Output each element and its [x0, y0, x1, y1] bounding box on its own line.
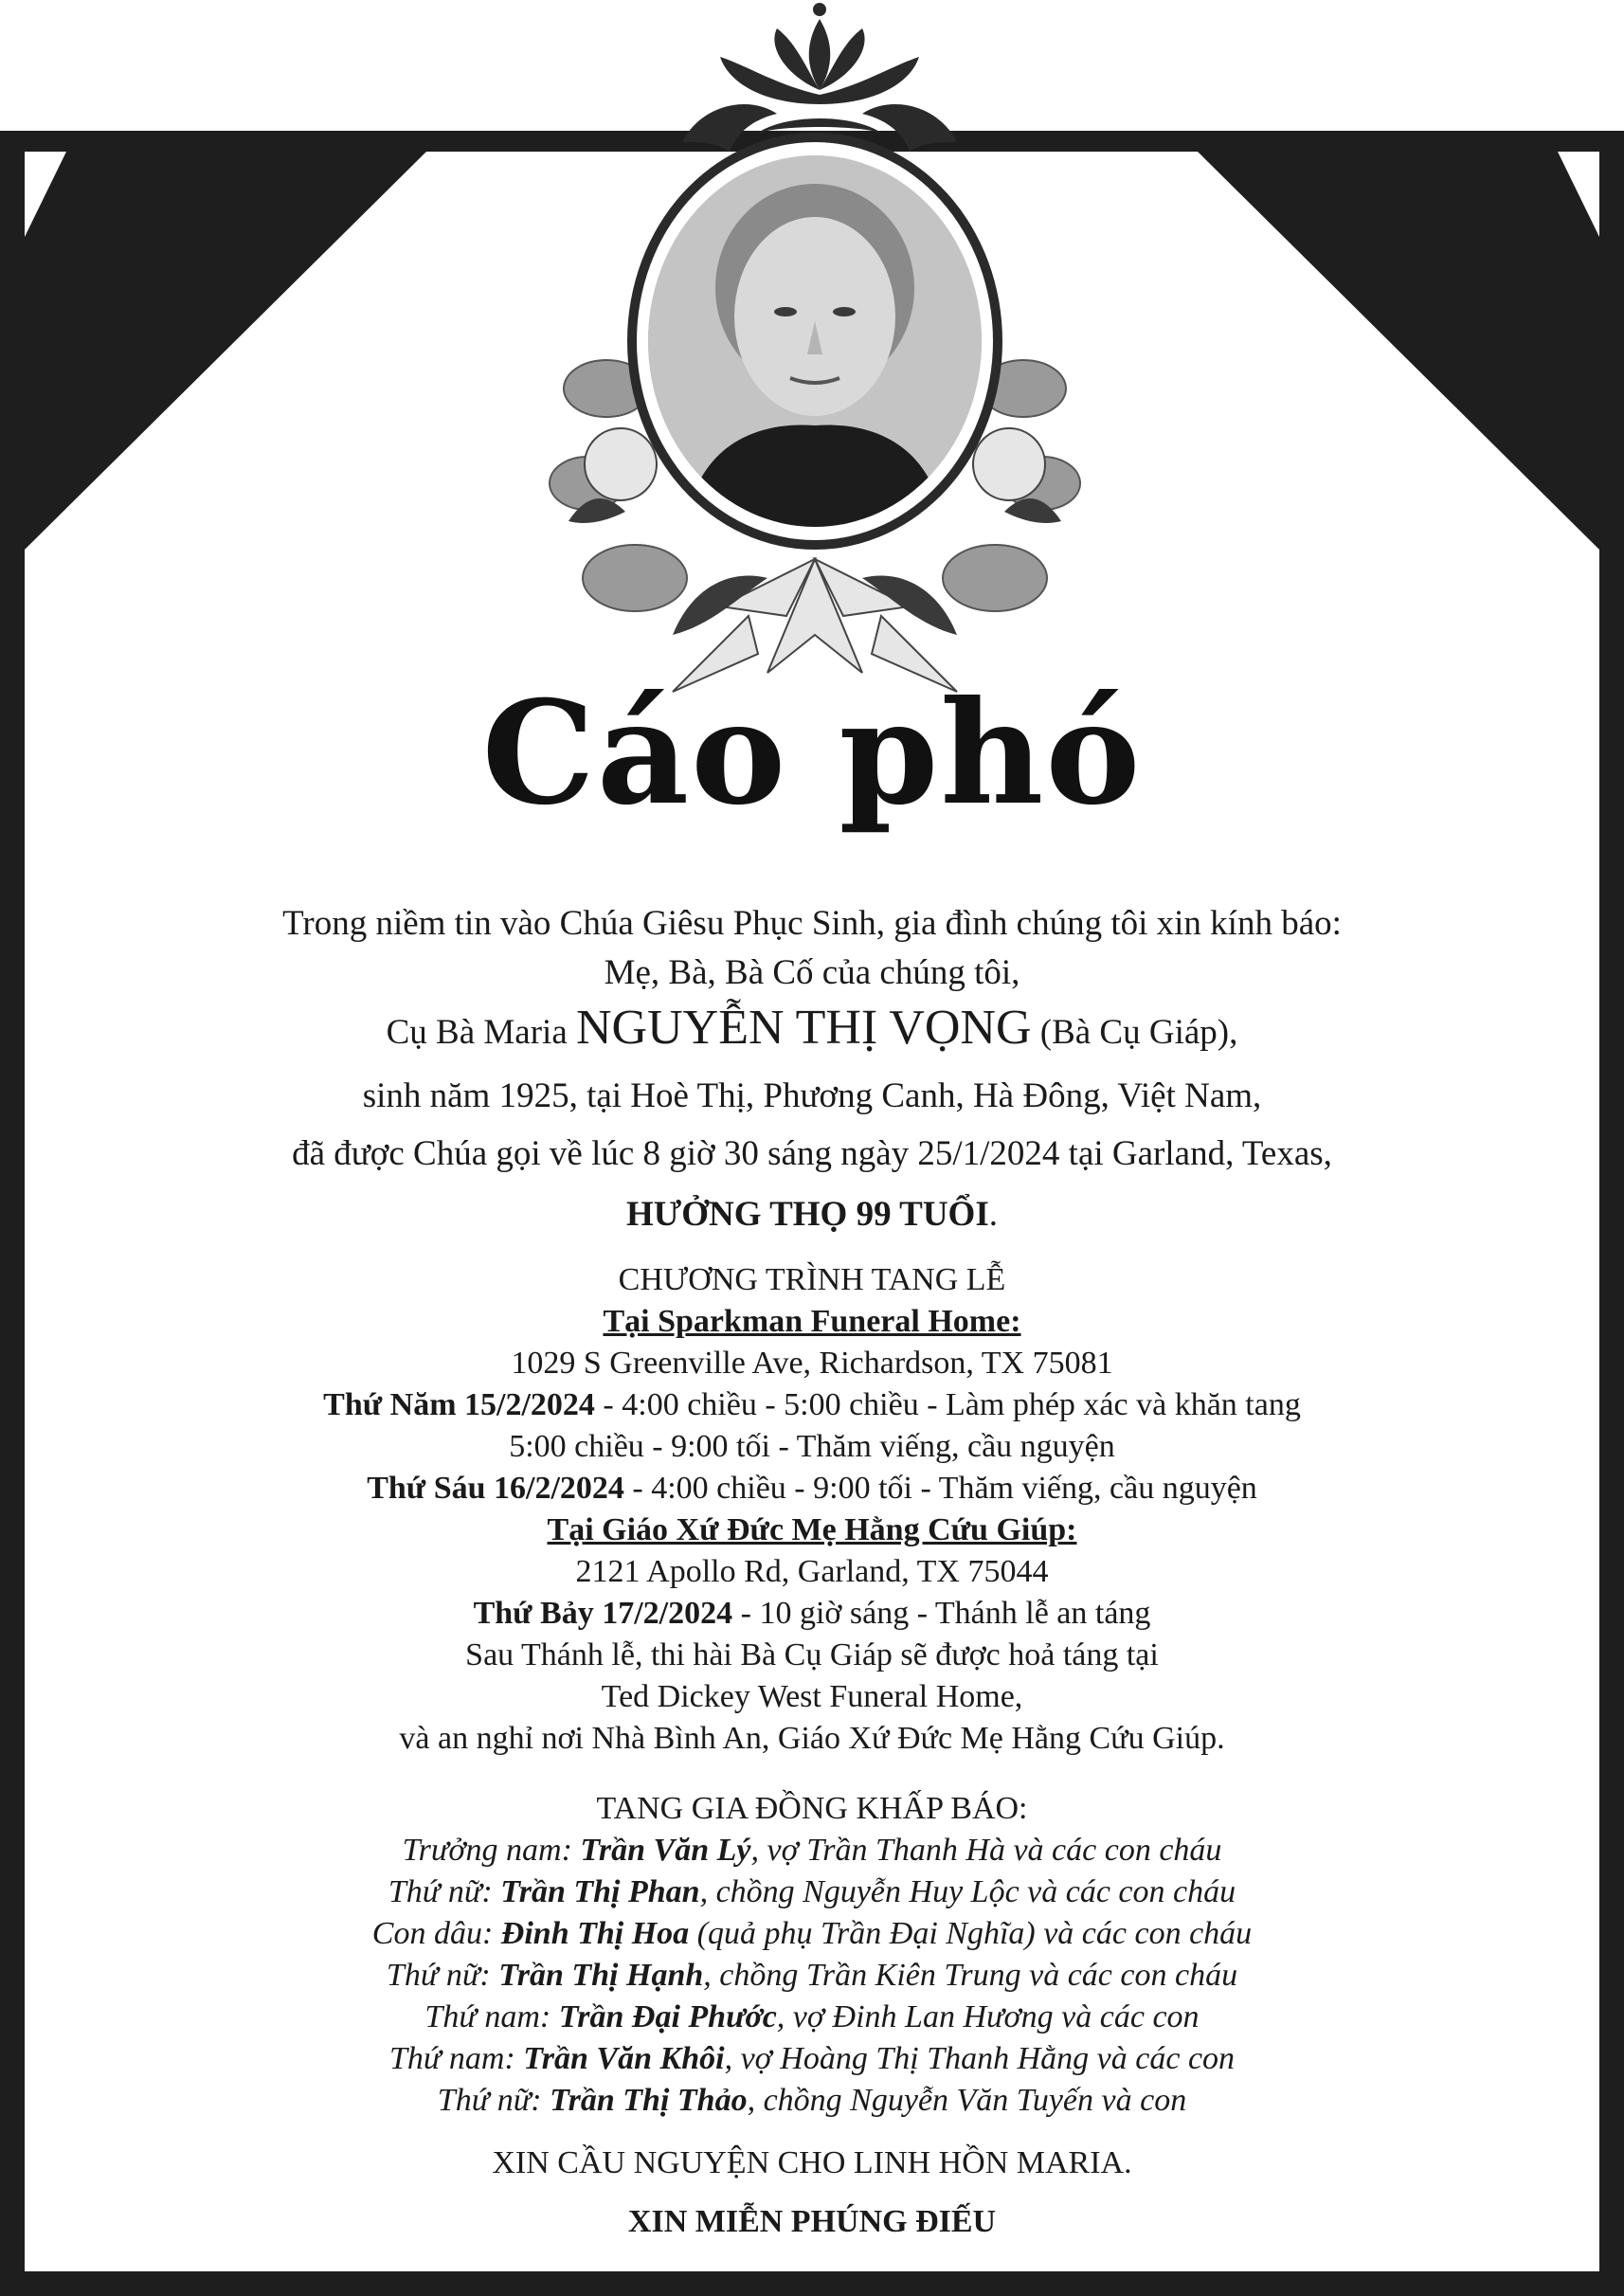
- member-role: Thứ nam:: [424, 1999, 559, 2034]
- member-role: Con dâu:: [371, 1916, 501, 1951]
- death-info: đã được Chúa gọi về lúc 8 giờ 30 sáng ngày 25/1/2024 tại Garland, Texas,: [292, 1134, 1332, 1173]
- address-1: 1029 S Greenville Ave, Richardson, TX 75081: [511, 1346, 1113, 1381]
- age-period: .: [988, 1195, 998, 1234]
- member-role: Thứ nữ:: [437, 2083, 550, 2118]
- member-detail: (quả phụ Trần Đại Nghĩa) và các con cháu: [689, 1916, 1253, 1951]
- intro-line: Trong niềm tin vào Chúa Giêsu Phục Sinh, gia đình chúng tôi xin kính báo:: [282, 904, 1342, 943]
- family-member: [0, 1833, 1624, 1869]
- event-2-day: Thứ Sáu 16/2/2024: [367, 1471, 624, 1506]
- member-name: Trần Văn Khôi: [523, 2041, 725, 2076]
- member-role: Thứ nữ:: [388, 1874, 501, 1909]
- right-corner-ribbon: [1198, 152, 1599, 550]
- event-2-text: - 4:00 chiều - 9:00 tối - Thăm viếng, cầu nguyện: [623, 1471, 1257, 1506]
- left-corner-ribbon: [25, 152, 426, 550]
- member-name: Trần Văn Lý: [580, 1833, 751, 1868]
- family-heading: TANG GIA ĐỒNG KHẤP BÁO:: [596, 1791, 1028, 1826]
- family-member: [0, 2083, 1624, 2119]
- portrait-photo: [648, 155, 982, 527]
- birth-info: sinh năm 1925, tại Hoè Thị, Phương Canh, Hà Đông, Việt Nam,: [362, 1076, 1262, 1115]
- member-detail: , chồng Nguyễn Văn Tuyến và con: [747, 2083, 1187, 2118]
- after-mass-1: Sau Thánh lễ, thi hài Bà Cụ Giáp sẽ được hoả táng tại: [465, 1637, 1159, 1672]
- event-1-day: Thứ Năm 15/2/2024: [323, 1387, 595, 1422]
- portrait-person-icon: [648, 155, 982, 527]
- member-name: Đinh Thị Hoa: [500, 1916, 690, 1951]
- family-member: [0, 1874, 1624, 1910]
- family-member: [0, 2041, 1624, 2077]
- program-heading: CHƯƠNG TRÌNH TANG LỄ: [618, 1262, 1006, 1297]
- family-member: [0, 1999, 1624, 2035]
- frame-bottom-band: [0, 2271, 1624, 2296]
- after-mass-3: và an nghỉ nơi Nhà Bình An, Giáo Xứ Đức Mẹ Hằng Cứu Giúp.: [399, 1721, 1225, 1756]
- address-2: 2121 Apollo Rd, Garland, TX 75044: [575, 1554, 1049, 1589]
- no-flowers-note: XIN MIỄN PHÚNG ĐIẾU: [627, 2204, 997, 2239]
- member-name: Trần Thị Hạnh: [498, 1958, 704, 1993]
- member-name: Trần Thị Thảo: [550, 2083, 748, 2118]
- member-detail: , chồng Nguyễn Huy Lộc và các con cháu: [699, 1874, 1236, 1909]
- after-mass-2: Ted Dickey West Funeral Home,: [601, 1679, 1023, 1714]
- event-2: [0, 1471, 1624, 1507]
- name-suffix: (Bà Cụ Giáp),: [1031, 1013, 1238, 1052]
- member-detail: , vợ Đinh Lan Hương và các con: [776, 1999, 1200, 2034]
- member-detail: , chồng Trần Kiên Trung và các con cháu: [703, 1958, 1238, 1993]
- event-1-text: - 4:00 chiều - 5:00 chiều - Làm phép xác và khăn tang: [594, 1387, 1301, 1422]
- event-1b: 5:00 chiều - 9:00 tối - Thăm viếng, cầu nguyện: [509, 1429, 1115, 1464]
- event-3-day: Thứ Bảy 17/2/2024: [473, 1596, 733, 1631]
- prayer-request: XIN CẦU NGUYỆN CHO LINH HỒN MARIA.: [492, 2145, 1132, 2180]
- age-line: [0, 1194, 1624, 1235]
- venue-1: Tại Sparkman Funeral Home:: [603, 1304, 1021, 1339]
- deceased-name: NGUYỄN THỊ VỌNG: [576, 1001, 1032, 1055]
- intro-relation: Mẹ, Bà, Bà Cố của chúng tôi,: [604, 953, 1020, 992]
- member-name: Trần Thị Phan: [500, 1874, 700, 1909]
- age-text: HƯỞNG THỌ 99 TUỔI: [626, 1195, 989, 1234]
- member-name: Trần Đại Phước: [558, 1999, 777, 2034]
- page-title: Cáo phó: [481, 670, 1143, 837]
- member-role: Thứ nam:: [388, 2041, 524, 2076]
- member-role: Thứ nữ:: [386, 1958, 499, 1993]
- event-3-text: - 10 giờ sáng - Thánh lễ an táng: [732, 1596, 1151, 1631]
- family-member: [0, 1958, 1624, 1994]
- event-3: [0, 1596, 1624, 1632]
- family-member: [0, 1916, 1624, 1952]
- venue-2: Tại Giáo Xứ Đức Mẹ Hằng Cứu Giúp:: [547, 1512, 1077, 1547]
- member-detail: , vợ Hoàng Thị Thanh Hằng và các con: [724, 2041, 1236, 2076]
- event-1: [0, 1387, 1624, 1423]
- name-prefix: Cụ Bà Maria: [386, 1013, 576, 1052]
- deceased-name-line: [0, 1000, 1624, 1056]
- member-role: Trưởng nam:: [402, 1833, 581, 1868]
- member-detail: , vợ Trần Thanh Hà và các con cháu: [750, 1833, 1222, 1868]
